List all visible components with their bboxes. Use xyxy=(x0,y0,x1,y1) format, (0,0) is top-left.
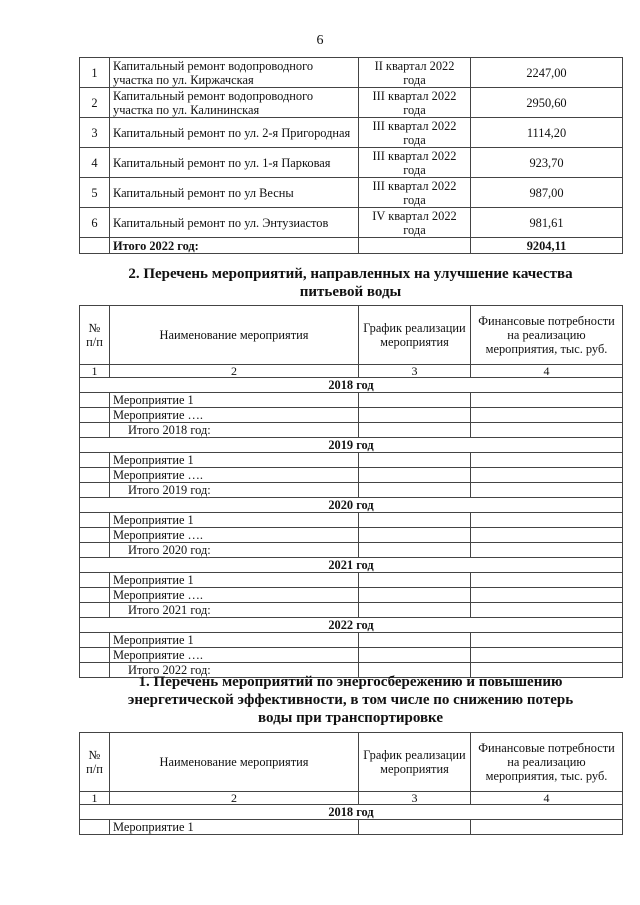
table-row xyxy=(80,588,623,603)
section-3-title-line-2: энергетической эффективности, в том числе по снижению потерь xyxy=(127,692,574,708)
col-number: 4 xyxy=(471,792,623,805)
schedule: IV квартал 2022 года xyxy=(359,208,471,238)
total-row xyxy=(80,423,623,438)
table-row xyxy=(80,178,623,208)
empty-cell xyxy=(471,603,623,618)
activity-name: Капитальный ремонт по ул Весны xyxy=(110,178,359,208)
header-finance: Финансовые потребности на реализацию мероприятия, тыс. руб. xyxy=(471,733,623,792)
year-row xyxy=(80,805,623,820)
empty-cell xyxy=(471,483,623,498)
empty-cell xyxy=(471,393,623,408)
empty-cell xyxy=(80,543,110,558)
activity-name: Мероприятие …. xyxy=(110,408,359,423)
capital-repair-table xyxy=(79,57,623,254)
activity-name: Мероприятие 1 xyxy=(110,573,359,588)
empty-cell xyxy=(471,468,623,483)
col-number: 3 xyxy=(359,365,471,378)
activity-name: Мероприятие 1 xyxy=(110,393,359,408)
empty-cell xyxy=(471,633,623,648)
total-row xyxy=(80,483,623,498)
page-number: 6 xyxy=(316,33,324,48)
empty-cell xyxy=(471,648,623,663)
amount: 923,70 xyxy=(471,148,623,178)
empty-cell xyxy=(359,453,471,468)
header-row xyxy=(80,306,623,365)
empty-cell xyxy=(471,453,623,468)
empty-cell xyxy=(359,633,471,648)
schedule: III квартал 2022 года xyxy=(359,178,471,208)
table-row xyxy=(80,58,623,88)
year-row xyxy=(80,498,623,513)
activity-name: Мероприятие …. xyxy=(110,588,359,603)
total-label: Итого 2021 год: xyxy=(110,603,359,618)
water-quality-table xyxy=(79,305,623,678)
activity-name: Мероприятие …. xyxy=(110,468,359,483)
empty-cell xyxy=(80,648,110,663)
table-row xyxy=(80,408,623,423)
section-3-title xyxy=(79,673,622,727)
empty-cell xyxy=(359,543,471,558)
empty-cell xyxy=(471,573,623,588)
section-2-title xyxy=(79,265,622,301)
header-name: Наименование мероприятия xyxy=(110,733,359,792)
schedule: III квартал 2022 года xyxy=(359,118,471,148)
empty-cell xyxy=(471,513,623,528)
empty-cell xyxy=(80,633,110,648)
activity-name: Капитальный ремонт по ул. 1-я Парковая xyxy=(110,148,359,178)
header-schedule: График реализации мероприятия xyxy=(359,306,471,365)
activity-name: Мероприятие 1 xyxy=(110,633,359,648)
column-number-row xyxy=(80,365,623,378)
empty-cell xyxy=(359,648,471,663)
empty-cell xyxy=(359,603,471,618)
amount: 2950,60 xyxy=(471,88,623,118)
total-label: Итого 2020 год: xyxy=(110,543,359,558)
activity-name: Капитальный ремонт водопроводного участка по ул. Калининская xyxy=(110,88,359,118)
empty-cell xyxy=(359,423,471,438)
schedule: III квартал 2022 года xyxy=(359,148,471,178)
amount: 987,00 xyxy=(471,178,623,208)
empty-cell xyxy=(80,408,110,423)
empty-cell xyxy=(80,528,110,543)
schedule: III квартал 2022 года xyxy=(359,88,471,118)
empty-cell xyxy=(359,588,471,603)
total-row xyxy=(80,603,623,618)
col-number: 1 xyxy=(80,365,110,378)
year-label: 2018 год xyxy=(80,805,623,820)
year-label: 2020 год xyxy=(80,498,623,513)
section-3-title-line-1: 1. Перечень мероприятий по энергосбережению и повышению xyxy=(138,674,563,690)
empty-cell xyxy=(471,528,623,543)
empty-cell xyxy=(359,393,471,408)
amount: 2247,00 xyxy=(471,58,623,88)
empty-cell xyxy=(80,453,110,468)
table-row xyxy=(80,648,623,663)
amount: 981,61 xyxy=(471,208,623,238)
table-row xyxy=(80,118,623,148)
activity-name: Мероприятие …. xyxy=(110,528,359,543)
col-number: 2 xyxy=(110,365,359,378)
empty-cell xyxy=(80,573,110,588)
empty-cell xyxy=(80,820,110,835)
activity-name: Капитальный ремонт по ул. Энтузиастов xyxy=(110,208,359,238)
table-row xyxy=(80,528,623,543)
section-2-title-line-1: 2. Перечень мероприятий, направленных на улучшение качества xyxy=(128,266,573,282)
empty-cell xyxy=(471,408,623,423)
total-label: Итого 2022 год: xyxy=(110,663,359,678)
table-row xyxy=(80,573,623,588)
table-row xyxy=(80,88,623,118)
row-number: 6 xyxy=(80,208,110,238)
header-schedule: График реализации мероприятия xyxy=(359,733,471,792)
year-row xyxy=(80,378,623,393)
total-label: Итого 2018 год: xyxy=(110,423,359,438)
table-row xyxy=(80,148,623,178)
section-3-title-line-3: воды при транспортировке xyxy=(258,710,443,726)
header-row xyxy=(80,733,623,792)
year-row xyxy=(80,618,623,633)
total-value: 9204,11 xyxy=(471,238,623,254)
activity-name: Мероприятие …. xyxy=(110,648,359,663)
total-row xyxy=(80,543,623,558)
empty-cell xyxy=(80,423,110,438)
year-label: 2019 год xyxy=(80,438,623,453)
empty-cell xyxy=(80,468,110,483)
activity-name: Мероприятие 1 xyxy=(110,513,359,528)
header-name: Наименование мероприятия xyxy=(110,306,359,365)
year-label: 2022 год xyxy=(80,618,623,633)
empty-cell xyxy=(471,543,623,558)
total-label: Итого 2019 год: xyxy=(110,483,359,498)
empty-cell xyxy=(471,423,623,438)
empty-cell xyxy=(80,483,110,498)
empty-cell xyxy=(471,588,623,603)
empty-cell xyxy=(359,408,471,423)
empty-cell xyxy=(359,573,471,588)
empty-cell xyxy=(359,528,471,543)
row-number: 1 xyxy=(80,58,110,88)
col-number: 3 xyxy=(359,792,471,805)
header-finance: Финансовые потребности на реализацию мероприятия, тыс. руб. xyxy=(471,306,623,365)
empty-cell xyxy=(359,468,471,483)
empty-cell xyxy=(359,513,471,528)
section-2-title-line-2: питьевой воды xyxy=(299,284,402,300)
header-num: № п/п xyxy=(80,306,110,365)
col-number: 1 xyxy=(80,792,110,805)
table-row xyxy=(80,453,623,468)
table-row xyxy=(80,820,623,835)
row-number: 4 xyxy=(80,148,110,178)
empty-cell xyxy=(359,483,471,498)
schedule: II квартал 2022 года xyxy=(359,58,471,88)
empty-cell xyxy=(80,238,110,254)
col-number: 4 xyxy=(471,365,623,378)
activity-name: Капитальный ремонт водопроводного участка по ул. Киржачская xyxy=(110,58,359,88)
empty-cell xyxy=(80,513,110,528)
empty-cell xyxy=(359,238,471,254)
table-row xyxy=(80,393,623,408)
header-num: № п/п xyxy=(80,733,110,792)
empty-cell xyxy=(80,603,110,618)
year-row xyxy=(80,438,623,453)
col-number: 2 xyxy=(110,792,359,805)
empty-cell xyxy=(80,588,110,603)
row-number: 3 xyxy=(80,118,110,148)
column-number-row xyxy=(80,792,623,805)
table-row xyxy=(80,208,623,238)
row-number: 2 xyxy=(80,88,110,118)
table-row xyxy=(80,513,623,528)
total-row xyxy=(80,238,623,254)
table-row xyxy=(80,633,623,648)
empty-cell xyxy=(80,393,110,408)
energy-saving-table xyxy=(79,732,623,835)
table-row xyxy=(80,468,623,483)
activity-name: Капитальный ремонт по ул. 2-я Пригородная xyxy=(110,118,359,148)
amount: 1114,20 xyxy=(471,118,623,148)
year-label: 2018 год xyxy=(80,378,623,393)
year-row xyxy=(80,558,623,573)
total-label: Итого 2022 год: xyxy=(110,238,359,254)
empty-cell xyxy=(359,820,471,835)
year-label: 2021 год xyxy=(80,558,623,573)
row-number: 5 xyxy=(80,178,110,208)
activity-name: Мероприятие 1 xyxy=(110,453,359,468)
activity-name: Мероприятие 1 xyxy=(110,820,359,835)
empty-cell xyxy=(471,820,623,835)
